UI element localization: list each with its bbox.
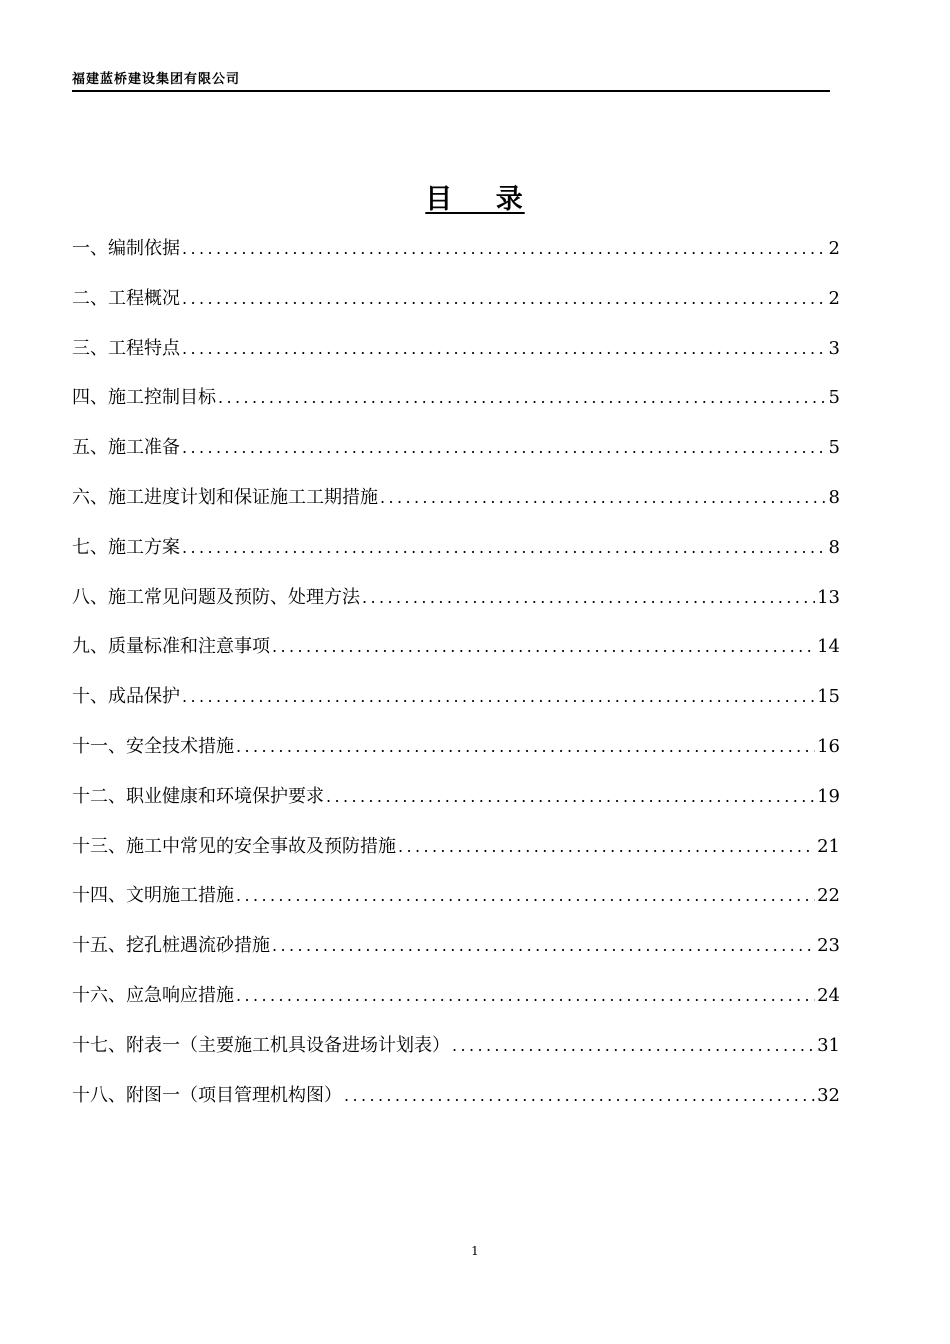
- toc-leader-dots: [272, 925, 815, 967]
- toc-entry-page: 14: [817, 636, 840, 658]
- toc-leader-dots: [182, 527, 827, 569]
- toc-entry[interactable]: [72, 527, 840, 577]
- toc-entry-page: 21: [817, 835, 840, 857]
- toc-entry-label: 十四、文明施工措施: [72, 885, 234, 907]
- toc-entry-label: 十一、安全技术措施: [72, 735, 234, 757]
- toc-leader-dots: [236, 875, 815, 917]
- toc-leader-dots: [362, 577, 815, 619]
- toc-entry-label: 七、施工方案: [72, 536, 180, 558]
- toc-entry[interactable]: [72, 875, 840, 925]
- toc-entry-label: 八、施工常见问题及预防、处理方法: [72, 586, 360, 608]
- toc-entry-page: 2: [828, 238, 840, 259]
- toc-entry-page: 16: [817, 735, 840, 757]
- toc-leader-dots: [218, 377, 827, 419]
- toc-entry-page: 19: [817, 785, 840, 807]
- toc-entry[interactable]: [72, 726, 840, 776]
- toc-title-text: 目 录: [425, 184, 525, 215]
- toc-entry-label: 十三、施工中常见的安全事故及预防措施: [72, 835, 396, 857]
- toc-leader-dots: [182, 676, 815, 718]
- toc-entry-page: 3: [828, 337, 840, 359]
- toc-leader-dots: [398, 826, 815, 868]
- company-name: 福建蓝桥建设集团有限公司: [72, 72, 241, 87]
- toc-leader-dots: [452, 1025, 815, 1067]
- toc-entry[interactable]: [72, 925, 840, 975]
- toc-entry[interactable]: [72, 228, 840, 278]
- toc-leader-dots: [326, 776, 815, 818]
- toc-entry-label: 十七、附表一（主要施工机具设备进场计划表）: [72, 1034, 450, 1056]
- toc-leader-dots: [272, 626, 815, 668]
- toc-entry-label: 十、成品保护: [72, 686, 180, 708]
- toc-entry-label: 一、编制依据: [72, 238, 180, 259]
- toc-entry[interactable]: [72, 377, 840, 427]
- toc-entry[interactable]: [72, 826, 840, 876]
- toc-entry-label: 十八、附图一（项目管理机构图）: [72, 1084, 342, 1106]
- toc-entry-page: 23: [817, 935, 840, 957]
- toc-leader-dots: [380, 477, 827, 519]
- page-header: [72, 66, 830, 92]
- toc-leader-dots: [182, 427, 827, 469]
- toc-leader-dots: [344, 1075, 815, 1117]
- toc-entry-page: 15: [817, 686, 840, 708]
- toc-entry-label: 六、施工进度计划和保证施工工期措施: [72, 486, 378, 508]
- toc-entry-label: 五、施工准备: [72, 437, 180, 459]
- toc-entry-label: 二、工程概况: [72, 287, 180, 309]
- toc-entry-page: 5: [828, 387, 840, 409]
- toc-entry[interactable]: [72, 1075, 840, 1125]
- toc-entry-page: 5: [828, 437, 840, 459]
- page-number: 1: [471, 1244, 479, 1258]
- toc-entry-page: 22: [817, 885, 840, 907]
- toc-entry[interactable]: [72, 626, 840, 676]
- toc-leader-dots: [182, 278, 827, 320]
- toc-entry-label: 十五、挖孔桩遇流砂措施: [72, 935, 270, 957]
- toc-entry-page: 31: [817, 1034, 840, 1056]
- toc-entry-page: 24: [817, 984, 840, 1006]
- toc-entry-page: 13: [817, 586, 840, 608]
- toc-entry[interactable]: [72, 577, 840, 627]
- toc-entry-label: 十六、应急响应措施: [72, 984, 234, 1006]
- toc-leader-dots: [236, 975, 815, 1017]
- toc-entry[interactable]: [72, 1025, 840, 1075]
- toc-entry-label: 十二、职业健康和环境保护要求: [72, 785, 324, 807]
- toc-entry[interactable]: [72, 975, 840, 1025]
- table-of-contents: [72, 228, 840, 1124]
- toc-title: [0, 180, 950, 220]
- toc-entry[interactable]: [72, 278, 840, 328]
- toc-leader-dots: [236, 726, 815, 768]
- toc-entry-page: 8: [828, 486, 840, 508]
- toc-entry-page: 2: [828, 287, 840, 309]
- toc-entry-label: 三、工程特点: [72, 337, 180, 359]
- toc-entry-label: 九、质量标准和注意事项: [72, 636, 270, 658]
- toc-entry[interactable]: [72, 427, 840, 477]
- toc-entry-page: 32: [817, 1084, 840, 1106]
- toc-entry[interactable]: [72, 328, 840, 378]
- toc-entry-page: 8: [828, 536, 840, 558]
- toc-entry[interactable]: [72, 776, 840, 826]
- toc-entry[interactable]: [72, 676, 840, 726]
- toc-entry[interactable]: [72, 477, 840, 527]
- toc-leader-dots: [182, 328, 827, 370]
- toc-entry-label: 四、施工控制目标: [72, 387, 216, 409]
- toc-leader-dots: [182, 228, 827, 270]
